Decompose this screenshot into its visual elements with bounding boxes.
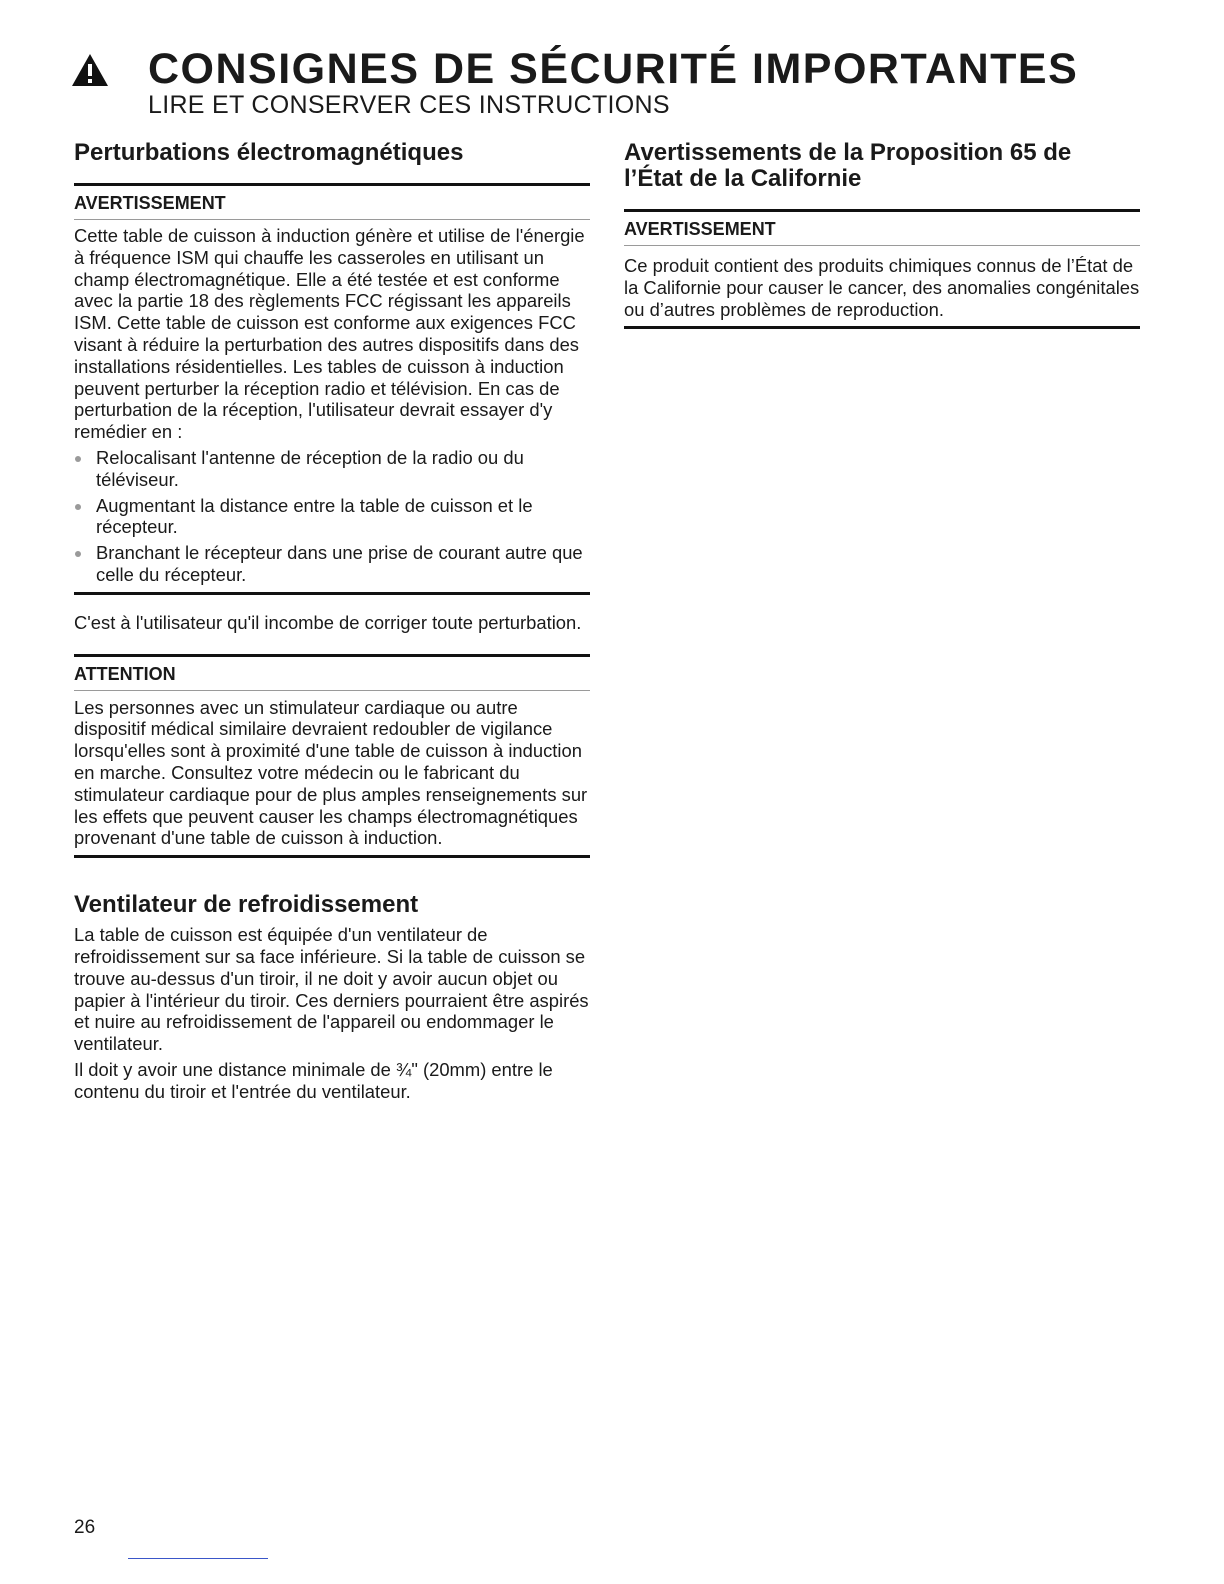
label-divider — [74, 219, 590, 220]
list-item: Augmentant la distance entre la table de cuisson et le récepteur. — [74, 495, 590, 539]
section-heading-electromagnetic: Perturbations électromagnétiques — [74, 139, 464, 166]
attention-text: Les personnes avec un stimulateur cardiaque ou autre dispositif médical similaire devraient redoubler de vigilance lorsqu'elles sont à proximité d'une table de cuisson à induction en marche. Consultez votre médecin ou le fabricant du stimulateur cardiaque pour de plus amples renseignements sur les effets que peuvent causer les champs électromagnétiques provenant d'une table de cuisson à induction. — [74, 696, 588, 849]
right-column — [624, 140, 1140, 329]
page-title: CONSIGNES DE SÉCURITÉ IMPORTANTES — [148, 45, 1079, 93]
warning-triangle-icon — [70, 52, 110, 88]
left-column — [74, 140, 590, 1103]
bullet-icon — [75, 456, 81, 462]
bullet-icon — [75, 551, 81, 557]
page-number: 26 — [74, 1517, 96, 1538]
section-heading-proposition-65: Avertissements de la Proposition 65 de l’État de la Californie — [624, 139, 1072, 192]
warning-end-divider — [74, 592, 590, 595]
section-divider — [74, 183, 590, 186]
attention-label: ATTENTION — [74, 663, 176, 684]
warning-text: Cette table de cuisson à induction génère et utilise de l'énergie à fréquence ISM qui chauffe les casseroles en utilisant un champ électromagnétique. Elle a été testée et est conforme avec la partie 18 des règlements FCC régissant les appareils ISM. Cette table de cuisson est conforme aux exigences FCC visant à réduire la perturbation des autres dispositifs dans des installations résidentielles. Les tables de cuisson à induction peuvent perturber la réception radio et télévision. En cas de perturbation de la réception, l'utilisateur devrait essayer d'y remédier en : — [74, 225, 585, 443]
warning-label: AVERTISSEMENT — [624, 219, 776, 239]
attention-end-divider — [74, 855, 590, 858]
remedy-list — [74, 447, 590, 586]
proposition-65-text: Ce produit contient des produits chimiques connus de l’État de la Californie pour causer le cancer, des anomalies congénitales ou d’autres problèmes de reproduction. — [624, 255, 1140, 320]
list-item: Branchant le récepteur dans une prise de courant autre que celle du récepteur. — [74, 542, 590, 586]
list-item: Relocalisant l'antenne de réception de la radio ou du téléviseur. — [74, 447, 590, 491]
label-divider — [624, 245, 1140, 246]
attention-top-divider — [74, 654, 590, 657]
page-subtitle: LIRE ET CONSERVER CES INSTRUCTIONS — [148, 91, 670, 119]
warning-end-divider — [624, 326, 1140, 329]
responsibility-text: C'est à l'utilisateur qu'il incombe de corriger toute perturbation. — [74, 611, 582, 633]
cooling-fan-text: La table de cuisson est équipée d'un ventilateur de refroidissement sur sa face inférieure. Si la table de cuisson se trouve au-dessus d'un tiroir, il ne doit y avoir aucun objet ou papier à l'intérieur du tiroir. Ces derniers pourraient être aspirés et nuire au refroidissement de l'appareil ou endommager le ventilateur. — [74, 924, 589, 1055]
section-heading-cooling-fan: Ventilateur de refroidissement — [74, 891, 419, 919]
section-divider — [624, 209, 1140, 212]
cooling-fan-distance-text: Il doit y avoir une distance minimale de ¾" (20mm) entre le contenu du tiroir et l'entrée du ventilateur. — [74, 1058, 553, 1102]
warning-label: AVERTISSEMENT — [74, 193, 226, 213]
footer-line — [128, 1558, 268, 1559]
bullet-icon — [75, 504, 81, 510]
attention-label-divider — [74, 690, 590, 691]
